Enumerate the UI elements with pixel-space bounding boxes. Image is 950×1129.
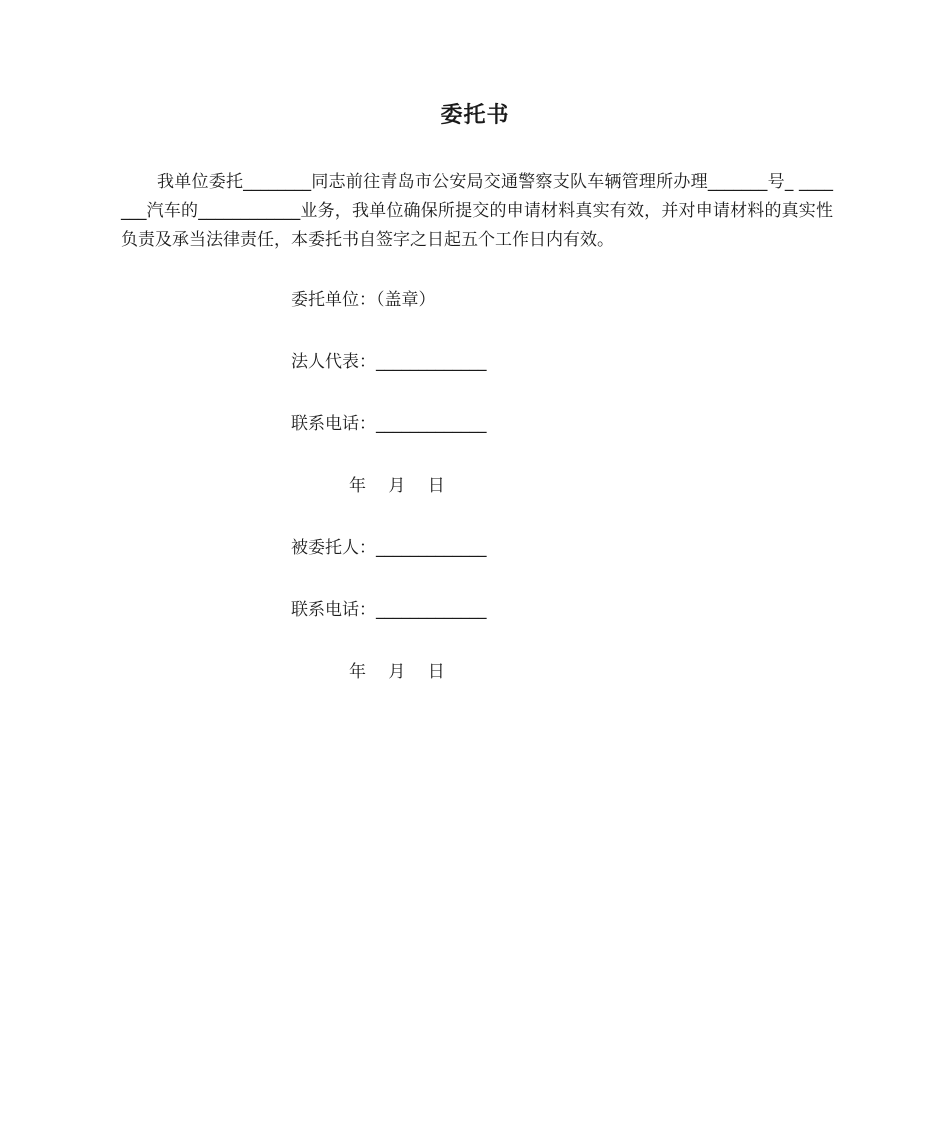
- body-paragraph: 我单位委托________同志前往青岛市公安局交通警察支队车辆管理所办理_______号_ _______汽车的____________业务，我单位确保所提交的申请材料真实有效，并对申请材料的真实性负责及承当法律责任，本委托书自签字之日起五个工作日内有效。: [121, 172, 833, 250]
- entrusting-unit-field: 委托单位：（盖章）: [291, 290, 436, 310]
- legal-representative-field: 法人代表：_____________: [291, 352, 487, 372]
- date-line-1: 年 月 日: [349, 476, 445, 496]
- document-title: 委托书: [440, 103, 510, 128]
- contact-phone-field-2: 联系电话：_____________: [291, 600, 487, 620]
- trustee-field: 被委托人：_____________: [291, 538, 487, 558]
- contact-phone-field-1: 联系电话：_____________: [291, 414, 487, 434]
- date-line-2: 年 月 日: [349, 662, 445, 682]
